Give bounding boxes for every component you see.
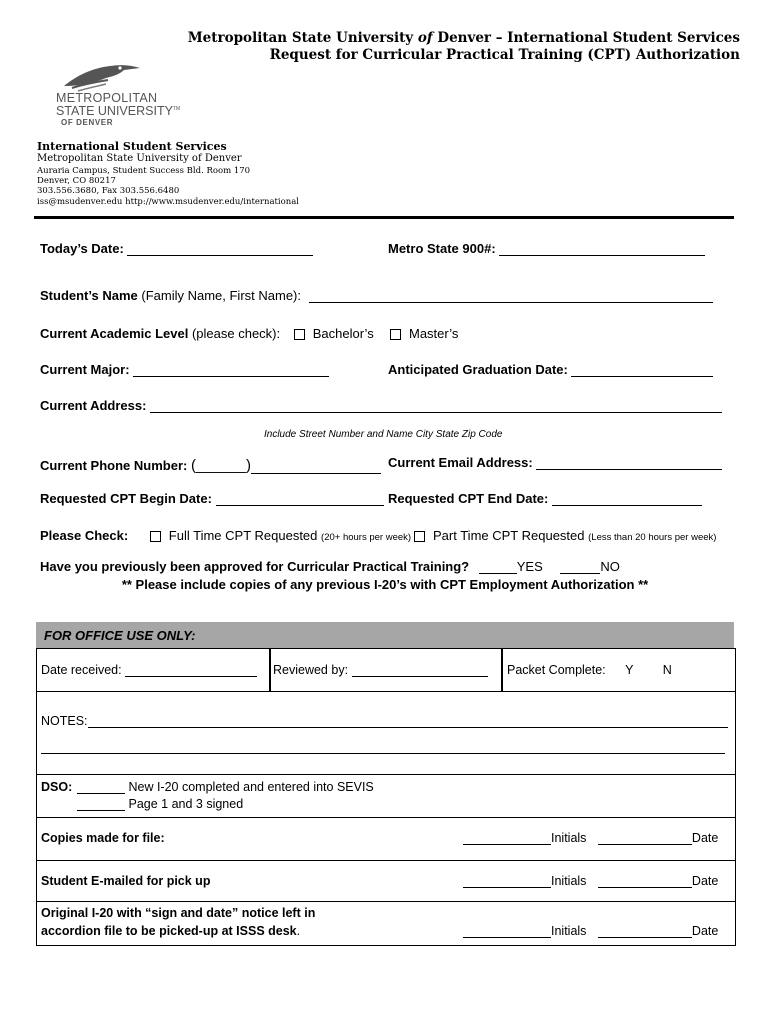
copies-date-field[interactable] [598,831,692,845]
dso-label: DSO: [41,780,73,794]
reviewed-by-field[interactable] [352,663,488,677]
masters-row [390,326,458,341]
dso-sevis-label: New I-20 completed and entered into SEVIS [128,780,374,794]
office-row-1 [37,649,735,692]
office-divider-2 [501,649,503,691]
student-name-label: Student’s Name [40,288,138,303]
masters-label: Master’s [409,326,459,341]
dept-name: International Student Services [37,140,227,153]
emailed-initials-field[interactable] [463,874,551,888]
email-web: iss@msudenver.edu http://www.msudenver.edu/international [37,197,300,207]
major-label: Current Major: [40,362,130,377]
grad-date-label: Anticipated Graduation Date: [388,362,568,377]
packet-complete-n[interactable]: N [662,663,672,677]
todays-date-row [40,241,313,256]
phone-field[interactable] [251,460,381,474]
emailed-initials-label: Initials [551,874,587,888]
notes-label: NOTES: [41,714,88,728]
header-divider [34,216,734,219]
original-period: . [296,924,301,938]
date-received-label: Date received: [41,663,122,677]
previous-cpt-row [40,559,620,574]
dso-row [37,775,735,818]
todays-date-label: Today’s Date: [40,241,124,256]
masters-checkbox[interactable] [390,329,401,340]
copies-initials-field[interactable] [463,831,551,845]
original-sign [463,924,718,938]
metro-id-field[interactable] [499,242,705,256]
notes-row [37,692,735,775]
major-row [40,362,329,377]
emailed-date-field[interactable] [598,874,692,888]
dso-item-1 [77,780,374,794]
emailed-date-label: Date [691,874,719,888]
grad-date-row [388,362,713,377]
reviewed-by-label: Reviewed by: [273,663,349,677]
date-received [41,663,257,677]
original-date-field[interactable] [598,924,692,938]
previous-yes-field[interactable] [479,560,517,574]
end-date-field[interactable] [552,492,702,506]
univ-name: Metropolitan State University of Denver [37,153,242,164]
previous-no-label: NO [600,559,620,574]
emailed-label: Student E-mailed for pick up [41,874,211,888]
office-header [36,622,734,648]
date-received-field[interactable] [125,663,257,677]
address-1: Auraria Campus, Student Success Bld. Room 170 [37,166,251,176]
academic-level-hint: (please check): [188,326,281,341]
address-row [40,398,722,413]
email-field[interactable] [536,456,722,470]
packet-complete [507,663,672,677]
original-line-2-text: accordion file to be picked-up at ISSS desk [41,924,297,938]
emailed-sign [463,874,718,888]
student-name-field[interactable] [309,289,713,303]
original-line-1: Original I-20 with “sign and date” notice left in [41,906,316,920]
metro-id-row [388,241,705,256]
part-time-checkbox[interactable] [414,531,425,542]
packet-complete-label: Packet Complete: [507,663,606,677]
cpt-type-row [40,528,411,543]
academic-level-row [40,326,374,341]
notes-field-2[interactable] [41,740,725,754]
student-name-row [40,288,713,303]
begin-date-label: Requested CPT Begin Date: [40,491,212,506]
copies-row [37,818,735,861]
logo-line-1: METROPOLITAN [56,91,158,105]
logo-line-3: OF DENVER [61,118,114,127]
copies-sign [463,831,718,845]
end-date-label: Requested CPT End Date: [388,491,549,506]
emailed-row [37,861,735,902]
phone-area-code[interactable]: (______) [190,457,252,474]
packet-complete-y[interactable]: Y [625,663,634,677]
original-row [37,902,735,944]
address-hint: Include Street Number and Name City State Zip Code [264,429,503,440]
full-time-checkbox[interactable] [150,531,161,542]
dso-signed-field[interactable] [77,797,125,811]
part-time-row [414,528,716,543]
end-date-row [388,491,702,506]
address-2: Denver, CO 80217 [37,176,116,186]
office-divider-1 [269,649,271,691]
original-date-label: Date [691,924,719,938]
major-field[interactable] [133,363,329,377]
header-line-2: Request for Curricular Practical Training (CPT) Authorization [269,47,740,63]
previous-no-field[interactable] [560,560,600,574]
phone-label: Current Phone Number: [40,458,188,473]
copies-initials-label: Initials [551,831,587,845]
roadrunner-icon [62,58,142,94]
header-line-1: Metropolitan State University of Denver – International Student Services [187,30,740,46]
previous-yes-label: YES [516,559,543,574]
bachelors-label: Bachelor’s [312,326,374,341]
email-row [388,455,722,470]
copies-label: Copies made for file: [41,831,165,845]
university-logo [56,58,181,128]
original-line-2 [41,924,300,938]
original-initials-label: Initials [551,924,587,938]
address-field[interactable] [150,399,722,413]
email-label: Current Email Address: [388,455,533,470]
notes-line-1 [41,714,728,728]
dso-sevis-field[interactable] [77,780,125,794]
address-label: Current Address: [40,398,147,413]
metro-id-label: Metro State 900#: [388,241,496,256]
student-name-hint: (Family Name, First Name): [137,288,301,303]
full-time-note: (20+ hours per week) [321,532,412,543]
please-check-label: Please Check: [40,528,129,543]
office-box [36,648,736,946]
bachelors-checkbox[interactable] [294,329,305,340]
previous-cpt-question: Have you previously been approved for Curricular Practical Training? [40,559,470,574]
copies-date-label: Date [691,831,719,845]
dso-signed-label: Page 1 and 3 signed [128,797,244,811]
original-initials-field[interactable] [463,924,551,938]
full-time-label: Full Time CPT Requested [168,528,318,543]
todays-date-field[interactable] [127,242,313,256]
include-copies-note: ** Please include copies of any previous I-20’s with CPT Employment Authorization ** [121,577,649,592]
grad-date-field[interactable] [571,363,713,377]
reviewed-by [273,663,488,677]
phone-row [40,457,381,474]
logo-line-2: STATE UNIVERSITY™ [56,104,181,118]
dso-item-2 [77,797,243,811]
part-time-label: Part Time CPT Requested [433,528,585,543]
part-time-note: (Less than 20 hours per week) [588,532,717,543]
begin-date-row [40,491,384,506]
begin-date-field[interactable] [216,492,384,506]
office-title: FOR OFFICE USE ONLY: [44,628,196,643]
academic-level-label: Current Academic Level [40,326,189,341]
notes-field-1[interactable] [88,714,728,728]
phone-fax: 303.556.3680, Fax 303.556.6480 [37,186,180,196]
